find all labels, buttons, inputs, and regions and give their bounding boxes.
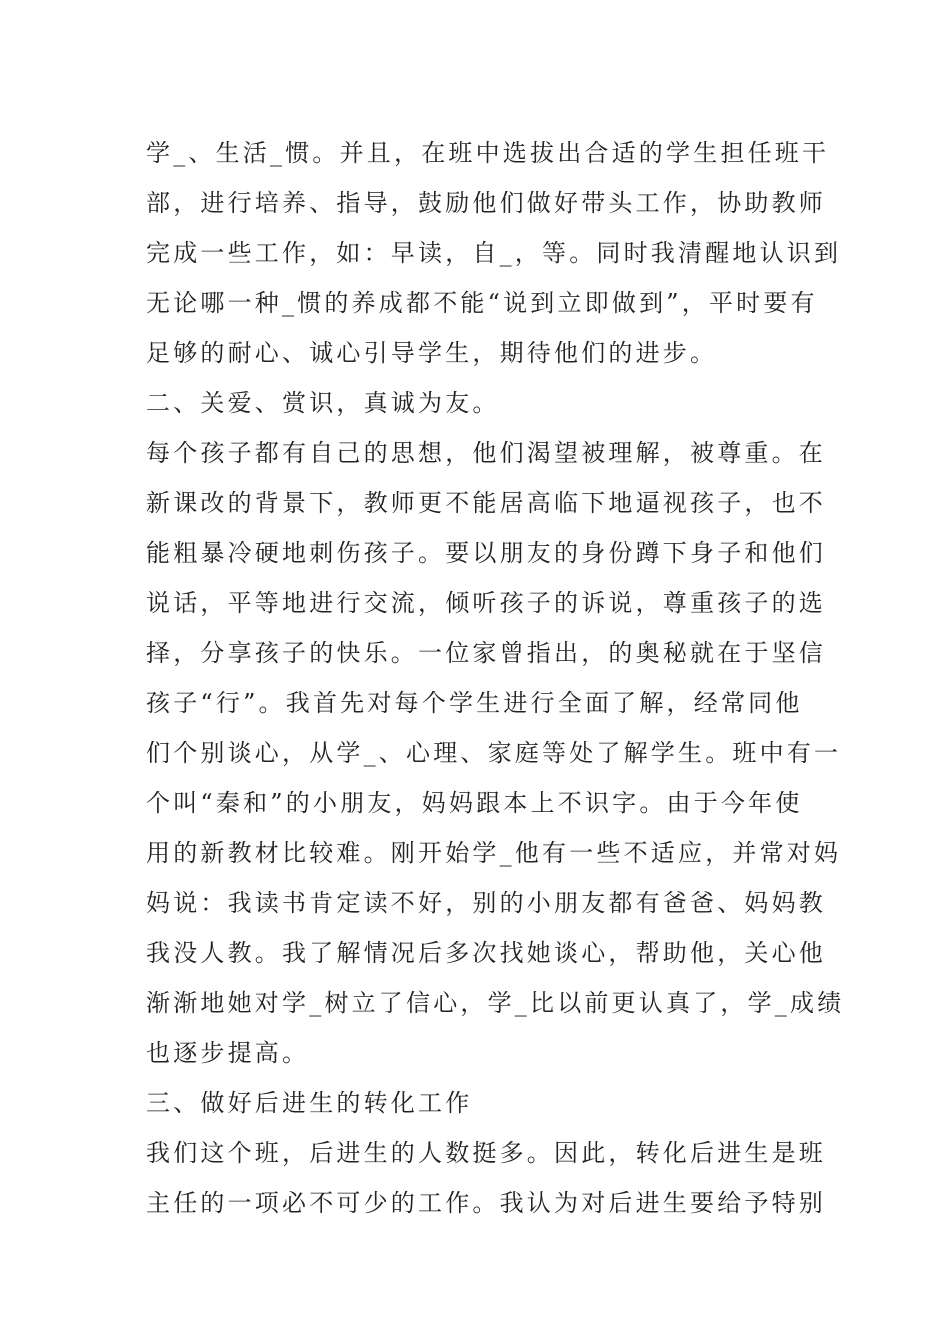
- text-line: 无论哪一种_惯的养成都不能“说到立即做到”，平时要有: [146, 289, 818, 317]
- text-line: 妈说：我读书肯定读不好，别的小朋友都有爸爸、妈妈教: [146, 889, 826, 917]
- text-line: 个叫“秦和”的小朋友，妈妈跟本上不识字。由于今年使: [146, 789, 803, 817]
- text-line: 新课改的背景下，教师更不能居高临下地逼视孩子，也不: [146, 489, 826, 517]
- text-line: 部，进行培养、指导，鼓励他们做好带头工作，协助教师: [146, 189, 826, 217]
- text-line: 也逐步提高。: [146, 1039, 310, 1067]
- text-line: 主任的一项必不可少的工作。我认为对后进生要给予特别: [146, 1189, 826, 1217]
- text-line: 择，分享孩子的快乐。一位家曾指出，的奥秘就在于坚信: [146, 639, 826, 667]
- document-page: [146, 128, 845, 1228]
- text-line: 足够的耐心、诚心引导学生，期待他们的进步。: [146, 339, 718, 367]
- text-line: 我没人教。我了解情况后多次找她谈心，帮助他，关心他: [146, 939, 826, 967]
- text-line: 学_、生活_惯。并且，在班中选拔出合适的学生担任班干: [146, 139, 830, 167]
- text-line: 能粗暴冷硬地刺伤孩子。要以朋友的身份蹲下身子和他们: [146, 539, 826, 567]
- text-line: 渐渐地她对学_树立了信心，学_比以前更认真了，学_成绩: [146, 989, 845, 1017]
- text-line: 完成一些工作，如：早读，自_，等。同时我清醒地认识到: [146, 239, 842, 267]
- text-line: 我们这个班，后进生的人数挺多。因此，转化后进生是班: [146, 1139, 826, 1167]
- section-heading: 二、关爱、赏识，真诚为友。: [146, 389, 500, 417]
- text-line: 说话，平等地进行交流，倾听孩子的诉说，尊重孩子的选: [146, 589, 826, 617]
- text-line: 用的新教材比较难。刚开始学_他有一些不适应，并常对妈: [146, 839, 842, 867]
- section-heading: 三、做好后进生的转化工作: [146, 1089, 473, 1117]
- text-line: 孩子“行”。我首先对每个学生进行全面了解，经常同他: [146, 689, 803, 717]
- text-line: 们个别谈心，从学_、心理、家庭等处了解学生。班中有一: [146, 739, 842, 767]
- text-line: 每个孩子都有自己的思想，他们渴望被理解，被尊重。在: [146, 439, 826, 467]
